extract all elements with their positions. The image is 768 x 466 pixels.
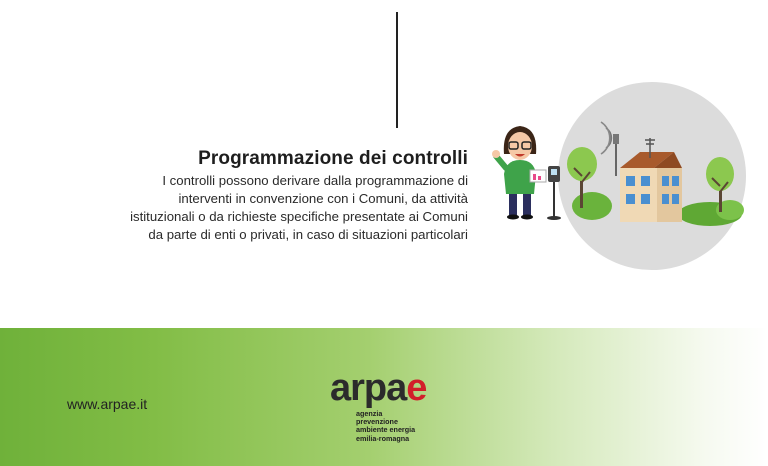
logo-tagline: agenzia prevenzione ambiente energia emilia-romagna (356, 409, 416, 443)
description-line: I controlli possono derivare dalla programmazione di (162, 173, 468, 188)
technician-character (492, 126, 546, 220)
page-title: Programmazione dei controlli (198, 148, 468, 169)
description-line: istituzionali o da richieste specifiche presentate ai Comuni (130, 209, 468, 224)
logo-wordmark: arpae (330, 367, 427, 409)
arpae-logo (330, 368, 450, 458)
illustration (492, 76, 752, 276)
description-line: interventi in convenzione con i Comuni, da attività (178, 191, 468, 206)
website-link[interactable]: www.arpae.it (67, 396, 148, 412)
vertical-divider (396, 12, 398, 128)
description-line: da parte di enti o privati, in caso di situazioni particolari (148, 227, 468, 242)
footer-band (0, 328, 768, 466)
bush (572, 192, 612, 220)
description-text (48, 172, 468, 244)
